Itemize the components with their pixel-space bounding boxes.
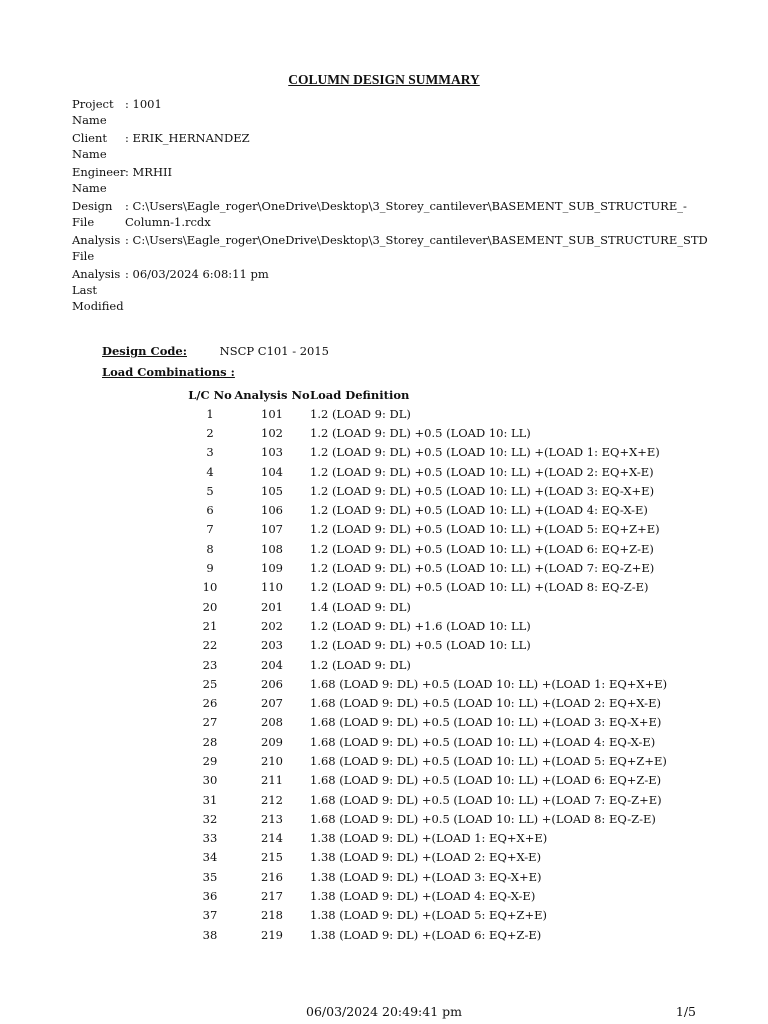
cell-analysis-no: 213 — [261, 811, 283, 826]
info-row-client-name — [72, 130, 712, 162]
cell-load-definition: 1.2 (LOAD 9: DL) +0.5 (LOAD 10: LL) +(LOAD 3: EQ-X+E) — [310, 483, 655, 498]
cell-analysis-no: 214 — [261, 831, 283, 846]
cell-lc-no: 26 — [202, 696, 218, 711]
cell-load-definition: 1.38 (LOAD 9: DL) +(LOAD 2: EQ+X-E) — [310, 850, 542, 865]
cell-analysis-no: 218 — [261, 908, 283, 923]
table-row — [186, 443, 670, 462]
cell-analysis-no: 201 — [261, 599, 283, 614]
cell-lc-no: 2 — [206, 425, 214, 440]
cell-analysis-no: 104 — [261, 464, 283, 479]
cell-load-definition: 1.2 (LOAD 9: DL) +0.5 (LOAD 10: LL) — [310, 425, 531, 440]
cell-load-definition: 1.2 (LOAD 9: DL) — [310, 657, 411, 672]
cell-analysis-no: 209 — [261, 734, 283, 749]
cell-analysis-no: 110 — [261, 580, 283, 595]
document-title: COLUMN DESIGN SUMMARY — [288, 72, 480, 87]
table-row — [186, 500, 670, 519]
info-value: : C:\Users\Eagle_roger\OneDrive\Desktop\3_Storey_cantilever\BASEMENT_SUB_STRUCTURE_STD — [125, 233, 708, 247]
cell-lc-no: 31 — [202, 792, 218, 807]
column-header-analysis-no: Analysis No — [234, 388, 310, 402]
info-value: : 1001 — [125, 97, 162, 111]
cell-lc-no: 35 — [202, 869, 218, 884]
cell-analysis-no: 204 — [261, 657, 283, 672]
cell-lc-no: 23 — [202, 657, 218, 672]
cell-load-definition: 1.2 (LOAD 9: DL) +0.5 (LOAD 10: LL) +(LOAD 8: EQ-Z-E) — [310, 580, 649, 595]
cell-load-definition: 1.2 (LOAD 9: DL) +0.5 (LOAD 10: LL) — [310, 638, 531, 653]
info-label: Analysis File — [72, 233, 121, 263]
cell-lc-no: 3 — [206, 445, 214, 460]
cell-analysis-no: 211 — [261, 773, 283, 788]
cell-analysis-no: 109 — [261, 561, 283, 576]
cell-lc-no: 21 — [202, 618, 218, 633]
cell-lc-no: 22 — [202, 638, 218, 653]
table-row — [186, 693, 670, 712]
table-row — [186, 423, 670, 442]
cell-lc-no: 20 — [202, 599, 218, 614]
table-row — [186, 790, 670, 809]
cell-lc-no: 29 — [202, 753, 218, 768]
table-row — [186, 809, 670, 828]
column-header-load-definition: Load Definition — [310, 388, 410, 402]
cell-load-definition: 1.38 (LOAD 9: DL) +(LOAD 6: EQ+Z-E) — [310, 927, 542, 942]
cell-load-definition: 1.68 (LOAD 9: DL) +0.5 (LOAD 10: LL) +(LOAD 3: EQ-X+E) — [310, 715, 662, 730]
info-value: : C:\Users\Eagle_roger\OneDrive\Desktop\3_Storey_cantilever\BASEMENT_SUB_STRUCTURE_-Column-1.rcdx — [125, 199, 687, 229]
table-row — [186, 925, 670, 944]
cell-lc-no: 32 — [202, 811, 218, 826]
design-code — [102, 343, 329, 359]
cell-lc-no: 1 — [206, 406, 214, 421]
table-row — [186, 886, 670, 905]
info-label: Client Name — [72, 131, 107, 161]
cell-analysis-no: 103 — [261, 445, 283, 460]
table-row — [186, 867, 670, 886]
cell-load-definition: 1.68 (LOAD 9: DL) +0.5 (LOAD 10: LL) +(LOAD 1: EQ+X+E) — [310, 676, 668, 691]
table-row — [186, 829, 670, 848]
cell-load-definition: 1.68 (LOAD 9: DL) +0.5 (LOAD 10: LL) +(LOAD 8: EQ-Z-E) — [310, 811, 656, 826]
table-row — [186, 616, 670, 635]
cell-lc-no: 25 — [202, 676, 218, 691]
info-label: Design File — [72, 199, 113, 229]
table-row — [186, 404, 670, 423]
table-row — [186, 674, 670, 693]
table-row — [186, 597, 670, 616]
load-combinations-table — [186, 386, 670, 944]
info-label: Engineer Name — [72, 165, 126, 195]
cell-lc-no: 4 — [206, 464, 214, 479]
cell-load-definition: 1.68 (LOAD 9: DL) +0.5 (LOAD 10: LL) +(LOAD 4: EQ-X-E) — [310, 734, 656, 749]
cell-load-definition: 1.4 (LOAD 9: DL) — [310, 599, 411, 614]
info-row-design-file — [72, 198, 712, 230]
cell-load-definition: 1.2 (LOAD 9: DL) +0.5 (LOAD 10: LL) +(LOAD 5: EQ+Z+E) — [310, 522, 660, 537]
cell-lc-no: 37 — [202, 908, 218, 923]
cell-lc-no: 34 — [202, 850, 218, 865]
cell-analysis-no: 217 — [261, 889, 283, 904]
table-row — [186, 655, 670, 674]
cell-analysis-no: 105 — [261, 483, 283, 498]
cell-load-definition: 1.2 (LOAD 9: DL) +0.5 (LOAD 10: LL) +(LOAD 6: EQ+Z-E) — [310, 541, 654, 556]
cell-lc-no: 6 — [206, 503, 214, 518]
cell-lc-no: 36 — [202, 889, 218, 904]
cell-analysis-no: 102 — [261, 425, 283, 440]
cell-lc-no: 9 — [206, 561, 214, 576]
cell-analysis-no: 212 — [261, 792, 283, 807]
cell-lc-no: 5 — [206, 483, 214, 498]
info-label: Analysis Last Modified — [72, 267, 124, 313]
table-row — [186, 520, 670, 539]
project-info — [72, 96, 712, 316]
cell-load-definition: 1.68 (LOAD 9: DL) +0.5 (LOAD 10: LL) +(LOAD 5: EQ+Z+E) — [310, 753, 667, 768]
table-row — [186, 636, 670, 655]
cell-analysis-no: 101 — [261, 406, 283, 421]
cell-analysis-no: 215 — [261, 850, 283, 865]
cell-load-definition: 1.68 (LOAD 9: DL) +0.5 (LOAD 10: LL) +(LOAD 2: EQ+X-E) — [310, 696, 661, 711]
design-code-value: NSCP C101 - 2015 — [219, 344, 330, 358]
cell-analysis-no: 208 — [261, 715, 283, 730]
info-label: Project Name — [72, 97, 114, 127]
cell-analysis-no: 219 — [261, 927, 283, 942]
table-header-row — [186, 386, 670, 404]
page-number: 1/5 — [675, 1004, 696, 1019]
info-value: : ERIK_HERNANDEZ — [125, 131, 250, 145]
info-row-project-name — [72, 96, 712, 128]
cell-analysis-no: 203 — [261, 638, 283, 653]
cell-load-definition: 1.2 (LOAD 9: DL) +0.5 (LOAD 10: LL) +(LOAD 7: EQ-Z+E) — [310, 561, 655, 576]
cell-analysis-no: 206 — [261, 676, 283, 691]
table-row — [186, 771, 670, 790]
cell-load-definition: 1.38 (LOAD 9: DL) +(LOAD 3: EQ-X+E) — [310, 869, 542, 884]
info-value: : MRHII — [125, 165, 173, 179]
cell-lc-no: 10 — [202, 580, 218, 595]
info-row-analysis-file — [72, 232, 712, 264]
load-combinations-heading: Load Combinations : — [102, 365, 235, 379]
table-row — [186, 906, 670, 925]
cell-lc-no: 7 — [206, 522, 214, 537]
cell-analysis-no: 107 — [261, 522, 283, 537]
cell-lc-no: 28 — [202, 734, 218, 749]
cell-analysis-no: 216 — [261, 869, 283, 884]
cell-load-definition: 1.2 (LOAD 9: DL) +0.5 (LOAD 10: LL) +(LOAD 2: EQ+X-E) — [310, 464, 654, 479]
table-row — [186, 848, 670, 867]
info-row-engineer-name — [72, 164, 712, 196]
cell-load-definition: 1.2 (LOAD 9: DL) +0.5 (LOAD 10: LL) +(LOAD 4: EQ-X-E) — [310, 503, 648, 518]
cell-analysis-no: 207 — [261, 696, 283, 711]
cell-load-definition: 1.2 (LOAD 9: DL) +0.5 (LOAD 10: LL) +(LOAD 1: EQ+X+E) — [310, 445, 660, 460]
cell-load-definition: 1.38 (LOAD 9: DL) +(LOAD 4: EQ-X-E) — [310, 889, 536, 904]
table-row — [186, 578, 670, 597]
cell-analysis-no: 210 — [261, 753, 283, 768]
cell-load-definition: 1.68 (LOAD 9: DL) +0.5 (LOAD 10: LL) +(LOAD 6: EQ+Z-E) — [310, 773, 662, 788]
info-row-analysis-last-modified — [72, 266, 712, 314]
info-value: : 06/03/2024 6:08:11 pm — [125, 267, 269, 281]
cell-analysis-no: 202 — [261, 618, 283, 633]
table-row — [186, 713, 670, 732]
cell-lc-no: 27 — [202, 715, 218, 730]
footer-datetime: 06/03/2024 20:49:41 pm — [306, 1004, 462, 1019]
table-row — [186, 539, 670, 558]
cell-analysis-no: 108 — [261, 541, 283, 556]
cell-load-definition: 1.68 (LOAD 9: DL) +0.5 (LOAD 10: LL) +(LOAD 7: EQ-Z+E) — [310, 792, 662, 807]
cell-lc-no: 38 — [202, 927, 218, 942]
cell-lc-no: 33 — [202, 831, 218, 846]
table-row — [186, 481, 670, 500]
cell-load-definition: 1.38 (LOAD 9: DL) +(LOAD 5: EQ+Z+E) — [310, 908, 548, 923]
table-row — [186, 558, 670, 577]
design-code-label: Design Code: — [102, 344, 187, 358]
column-header-lc-no: L/C No — [188, 388, 232, 402]
cell-load-definition: 1.2 (LOAD 9: DL) +1.6 (LOAD 10: LL) — [310, 618, 531, 633]
table-row — [186, 751, 670, 770]
cell-lc-no: 8 — [206, 541, 214, 556]
table-row — [186, 462, 670, 481]
cell-lc-no: 30 — [202, 773, 218, 788]
cell-analysis-no: 106 — [261, 503, 283, 518]
table-body — [186, 404, 670, 944]
cell-load-definition: 1.2 (LOAD 9: DL) — [310, 406, 411, 421]
table-row — [186, 732, 670, 751]
cell-load-definition: 1.38 (LOAD 9: DL) +(LOAD 1: EQ+X+E) — [310, 831, 548, 846]
